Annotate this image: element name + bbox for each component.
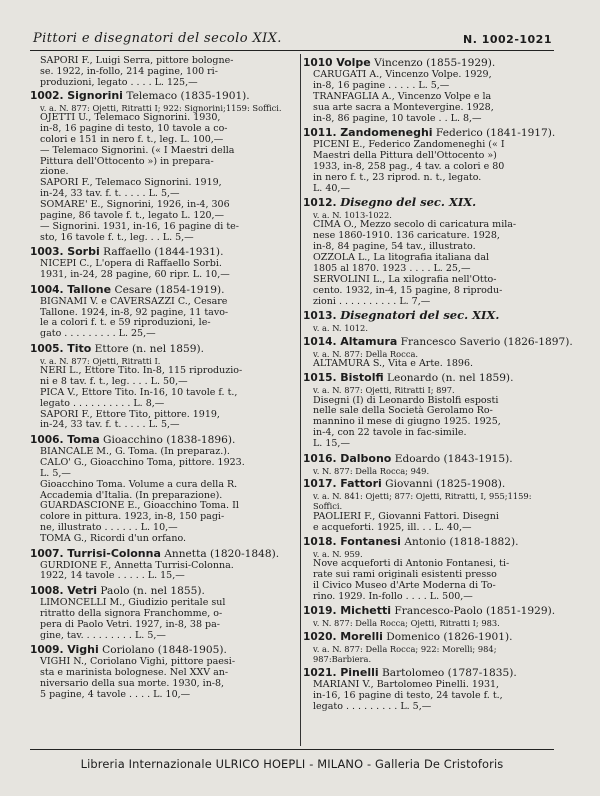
bibliography-item: [30, 657, 295, 701]
artist-name: Michetti: [340, 604, 392, 618]
entry-heading: [30, 433, 295, 447]
entry-heading: [303, 126, 554, 140]
entry-number: 1013.: [303, 310, 341, 323]
artist-dates: Raffaello (1844-1931).: [99, 246, 224, 259]
item-line: SERVOLINI L., La xilografia nell'Otto-: [313, 273, 497, 285]
item-line: OZZOLA L., La litografia italiana dal: [313, 251, 490, 263]
reference-line: v. a. N. 877: Ojetti, Ritratti I; 922: Signorini;: [40, 102, 226, 113]
item-line: NERI L., Ettore Tito. In-8, 115 riproduzio-: [40, 364, 243, 376]
artist-name: Signorini: [67, 88, 123, 102]
reference-line: v. a. N. 1012.: [313, 323, 368, 334]
bibliography-item: [303, 396, 554, 451]
artist-dates: Vincenzo (1855-1929).: [370, 57, 496, 69]
right-entries: [303, 56, 573, 713]
reference-line: v. a. N. 877: Ojetti, Ritratti I; 897.: [313, 385, 455, 396]
artist-dates: Francesco Saverio (1826-1897).: [397, 335, 573, 348]
entry-heading: [303, 196, 554, 210]
catalog-entry: [30, 89, 295, 244]
bibliography-item: [30, 178, 295, 200]
item-line: Maestri della Pittura dell'Ottocento »): [313, 149, 497, 161]
item-line: L. 15,—: [313, 438, 350, 450]
catalog-entry: [303, 56, 554, 125]
bibliography-item: [30, 297, 295, 341]
artist-name: Toma: [67, 432, 100, 446]
entry-number: 1005.: [30, 342, 68, 355]
item-line: ni e 8 tav. f. t., leg. . . . L. 50,—: [40, 375, 188, 387]
artist-dates: Domenico (1826-1901).: [382, 631, 513, 644]
entry-number: 1003.: [30, 246, 68, 259]
entry-number: 1015.: [303, 372, 341, 385]
item-line: in-8, 84 pagine, 54 tav., illustrato.: [313, 241, 476, 253]
catalog-entry: [303, 666, 554, 713]
artist-name: Vetri: [67, 583, 98, 597]
bibliography-item: [30, 501, 295, 534]
item-line: gine, tav. . . . . . . . . L. 5,—: [40, 629, 166, 641]
artist-dates: Ettore (n. nel 1859).: [91, 342, 204, 355]
reference-line: v. a. N. 841: Ojetti; 877: Ojetti, Ritratti, I, 955;: [313, 491, 508, 502]
artist-name: Fattori: [340, 477, 382, 491]
page-title: Pittori e disegnatori del secolo XIX.: [33, 31, 282, 46]
catalog-entry: [303, 630, 554, 664]
continued-item: [30, 56, 295, 89]
item-line: ne, illustrato . . . . . . L. 10,—: [40, 522, 178, 534]
artist-name: Bistolfi: [340, 371, 384, 385]
item-line: Gioacchino Toma. Volume a cura della R.: [40, 478, 238, 490]
cross-reference: [303, 491, 554, 511]
artist-dates: Gioacchino (1838-1896).: [99, 433, 236, 446]
catalog-entry: [30, 283, 295, 341]
reference-line: v. a. N. 877: Della Rocca; 922: Morelli; 984; 987:: [313, 644, 497, 665]
entry-heading: [303, 666, 554, 680]
entry-heading: [303, 309, 554, 323]
artist-name: Sorbi: [67, 245, 100, 259]
item-line: Accademia d'Italia. (In preparazione).: [40, 489, 223, 501]
artist-name: Altamura: [340, 334, 398, 348]
catalog-entry: [30, 342, 295, 432]
artist-dates: Francesco-Paolo (1851-1929).: [391, 605, 556, 618]
item-line: colori e 151 in nero f. t., leg. L. 100,—: [40, 133, 224, 145]
item-line: Nove acqueforti di Antonio Fontanesi, ti-: [313, 558, 510, 570]
artist-name: Pinelli: [340, 665, 379, 679]
artist-name: Zandomeneghi: [340, 126, 433, 140]
item-line: GUARDASCIONE E., Gioacchino Toma. Il: [40, 500, 239, 512]
entry-number: 1012.: [303, 197, 341, 210]
artist-name: Volpe: [336, 56, 371, 69]
item-line: in nero f. t., 23 riprod. n. t., legato.: [313, 171, 482, 183]
artist-dates: Cesare (1854-1919).: [111, 283, 225, 296]
item-line: L. 5,—: [40, 467, 71, 479]
item-line: pagine, 86 tavole f. t., legato L. 120,—: [40, 210, 225, 222]
item-line: — Signorini. 1931, in-16, 16 pagine di te-: [40, 220, 239, 232]
entry-heading: [30, 89, 295, 103]
item-line: cento. 1932, in-4, 15 pagine, 8 riprodu-: [313, 284, 503, 296]
bibliography-item: [303, 92, 554, 125]
bibliography-item: [30, 222, 295, 244]
entry-heading: [30, 584, 295, 598]
catalog-entry: [30, 643, 295, 701]
entry-heading: [30, 547, 295, 561]
item-line: zione.: [40, 166, 69, 178]
item-line: ritratto della signora Franchomme, o-: [40, 607, 223, 619]
entry-heading: [30, 643, 295, 657]
artist-dates: Giovanni (1825-1908).: [381, 478, 506, 491]
item-line: le a colori f. t. e 59 riproduzioni, le-: [40, 317, 211, 329]
entry-heading: [30, 245, 295, 259]
item-line: niversario della sua morte. 1930, in-8,: [40, 677, 225, 689]
catalog-entry: [30, 245, 295, 281]
item-line: SAPORI F., Ettore Tito, pittore. 1919,: [40, 408, 220, 420]
bibliography-item: [30, 200, 295, 222]
item-line: sto, 16 tavole f. t., leg. . . L. 5,—: [40, 231, 194, 243]
artist-dates: Paolo (n. nel 1855).: [97, 584, 205, 597]
item-line: SAPORI F., Luigi Serra, pittore bologne-: [40, 55, 234, 66]
reference-line: v. a. N. 877: Ojetti, Ritratti I.: [40, 355, 161, 366]
item-line: 1933, in-8, 258 pag., 4 tav. a colori e 80: [313, 160, 505, 172]
item-line: zioni . . . . . . . . . . L. 7,—: [313, 295, 431, 307]
item-line: in-8, 86 pagine, 10 tavole . . L. 8,—: [313, 112, 482, 124]
reference-line: v. a. N. 1013-1022.: [313, 210, 392, 221]
bibliography-item: [303, 253, 554, 275]
catalog-entry: [30, 584, 295, 642]
item-line: in-8, 16 pagine . . . . . L. 5,—: [313, 79, 450, 91]
bibliography-item: [303, 559, 554, 603]
publisher-footer: Libreria Internazionale ULRICO HOEPLI - MILANO - Galleria De Cristoforis: [80, 757, 504, 771]
bibliography-item: [30, 534, 295, 545]
bottom-rule: [30, 749, 554, 750]
artist-dates: Annetta (1820-1848).: [160, 547, 280, 560]
item-line: SAPORI F., Telemaco Signorini. 1919,: [40, 177, 222, 189]
item-line: rino. 1929. In-follo . . . . L. 500,—: [313, 590, 473, 602]
item-line: 5 pagine, 4 tavole . . . . L. 10,—: [40, 688, 191, 700]
artist-name: Tallone: [67, 282, 112, 296]
entry-number: 1020.: [303, 631, 341, 644]
item-line: in-16, 16 pagine di testo, 24 tavole f. t.,: [313, 689, 503, 701]
cross-reference: [303, 618, 554, 628]
item-line: SOMARE' E., Signorini, 1926, in-4, 306: [40, 199, 230, 211]
cross-reference: [303, 385, 554, 395]
cross-reference: [303, 466, 554, 476]
item-line: legato . . . . . . . . . . L. 8,—: [40, 397, 165, 409]
item-line: GURDIONE F., Annetta Turrisi-Colonna.: [40, 559, 234, 571]
left-entries: [30, 89, 295, 701]
artist-dates: Bartolomeo (1787-1835).: [378, 666, 517, 679]
top-rule: [30, 50, 554, 51]
entry-heading: [303, 630, 554, 644]
catalog-entry: [303, 535, 554, 603]
reference-line: 1159: Soffici.: [225, 102, 282, 113]
reference-line: v. a. N. 959.: [313, 548, 363, 559]
catalog-entry: [303, 604, 554, 628]
entry-number: 1010: [303, 57, 337, 69]
bibliography-item: [303, 359, 554, 370]
artist-dates: Edoardo (1843-1915).: [391, 452, 513, 465]
entry-number: 1021.: [303, 666, 341, 679]
entry-number: 1018.: [303, 535, 341, 548]
bibliography-item: [30, 259, 295, 281]
item-line: L. 40,—: [313, 182, 350, 194]
artist-name: Turrisi-Colonna: [67, 546, 161, 560]
bibliography-item: [30, 410, 295, 432]
section-title: Disegnatori del sec. XIX.: [340, 308, 500, 323]
item-line: ALTAMURA S., Vita e Arte. 1896.: [313, 357, 474, 369]
artist-dates: Coriolano (1848-1905).: [98, 643, 227, 656]
item-line: Tallone. 1924, in-8, 92 pagine, 11 tavo-: [40, 306, 229, 318]
artist-name: Vighi: [67, 642, 99, 656]
artist-dates: Telemaco (1835-1901).: [122, 89, 250, 102]
bibliography-item: [30, 480, 295, 502]
item-line: produzioni, legato . . . . L. 125,—: [40, 76, 198, 88]
bibliography-item: [303, 275, 554, 308]
item-line: sta e marinista bolognese. Nel XXV an-: [40, 666, 229, 678]
item-line: TOMA G., Ricordi d'un orfano.: [40, 533, 187, 545]
entry-number: 1014.: [303, 335, 341, 348]
bibliography-item: [303, 70, 554, 92]
section-title: Disegno del sec. XIX.: [340, 195, 477, 210]
catalog-entry: [303, 309, 554, 333]
item-line: legato . . . . . . . . . L. 5,—: [313, 700, 432, 712]
entry-number: 1007.: [30, 547, 68, 560]
artist-dates: Federico (1841-1917).: [432, 127, 556, 140]
cross-reference: [303, 323, 554, 333]
left-column: [30, 56, 295, 702]
bibliography-item: [30, 113, 295, 146]
item-line: in-24, 33 tav. f. t. . . . . L. 5,—: [40, 188, 180, 200]
entry-range: N. 1002-1021: [462, 33, 552, 46]
reference-line: Barbiera.: [331, 654, 372, 665]
entry-heading: [303, 477, 554, 491]
entry-heading: [303, 371, 554, 385]
bibliography-item: [303, 680, 554, 713]
entry-heading: [303, 452, 554, 466]
reference-line: v. N. 877: Della Rocca; Ojetti, Ritratti I; 983.: [313, 618, 500, 629]
entry-heading: [303, 334, 573, 349]
item-line: colore in pittura. 1923, in-8, 150 pagi-: [40, 511, 225, 523]
entry-heading: [303, 604, 554, 618]
item-line: PICENI E., Federico Zandomeneghi (« I: [313, 139, 505, 151]
entry-number: 1019.: [303, 605, 341, 618]
artist-dates: Leonardo (n. nel 1859).: [383, 372, 514, 385]
catalog-entry: [303, 452, 554, 476]
bibliography-item: [30, 598, 295, 642]
item-line: sua arte sacra a Montevergine. 1928,: [313, 101, 494, 113]
bibliography-item: [303, 512, 554, 534]
artist-dates: Antonio (1818-1882).: [400, 535, 519, 548]
item-line: PAOLIERI F., Giovanni Fattori. Disegni: [313, 510, 499, 522]
entry-heading: [303, 56, 554, 70]
item-line: e acqueforti. 1925, ill. . . L. 40,—: [313, 521, 472, 533]
reference-line: v. N. 877: Della Rocca; 949.: [313, 465, 430, 476]
entry-number: 1016.: [303, 452, 341, 465]
bibliography-item: [30, 388, 295, 410]
item-line: CALO' G., Gioacchino Toma, pittore. 1923.: [40, 456, 245, 468]
item-line: LIMONCELLI M., Giudizio peritale sul: [40, 596, 226, 608]
bibliography-item: [30, 561, 295, 583]
entry-number: 1008.: [30, 584, 68, 597]
catalog-entry: [303, 196, 554, 307]
item-line: 1931, in-24, 28 pagine, 60 ripr. L. 10,—: [40, 269, 230, 281]
artist-name: Tito: [67, 341, 92, 355]
entry-number: 1004.: [30, 283, 68, 296]
entry-number: 1002.: [30, 89, 68, 102]
entry-number: 1017.: [303, 478, 341, 491]
entry-heading: [30, 283, 295, 297]
item-line: TRANFAGLIA A., Vincenzo Volpe e la: [313, 90, 492, 102]
item-line: se. 1922, in-follo, 214 pagine, 100 ri-: [40, 65, 218, 77]
item-line: — Telemaco Signorini. (« I Maestri della: [40, 144, 235, 156]
reference-line: v. a. N. 877: Della Rocca.: [313, 348, 419, 359]
entry-heading: [303, 535, 554, 549]
entry-number: 1009.: [30, 643, 68, 656]
entry-number: 1011.: [303, 127, 341, 140]
bibliography-item: [30, 146, 295, 179]
item-line: nelle sale della Società Gerolamo Ro-: [313, 405, 493, 417]
bibliography-item: [303, 140, 554, 195]
item-line: gato . . . . . . . . . L. 25,—: [40, 328, 156, 340]
item-line: Pittura dell'Ottocento ») in prepara-: [40, 155, 214, 167]
item-line: MARIANI V., Bartolomeo Pinelli. 1931,: [313, 678, 500, 690]
artist-name: Morelli: [340, 630, 383, 644]
item-line: in-4, con 22 tavole in fac-simile.: [313, 427, 467, 439]
catalog-entry: [303, 334, 573, 370]
item-line: PICA V., Ettore Tito. In-16, 10 tavole f. t.,: [40, 386, 238, 398]
item-line: OJETTI U., Telemaco Signorini. 1930,: [40, 111, 221, 123]
bibliography-item: [30, 458, 295, 480]
right-column: [303, 56, 573, 714]
reference-line: 1159: Soffici.: [313, 491, 532, 512]
artist-name: Dalbono: [340, 451, 392, 465]
bibliography-item: [30, 366, 295, 388]
item-line: 1922, 14 tavole . . . . . L. 15,—: [40, 570, 185, 582]
item-line: mannino il mese di giugno 1925. 1925,: [313, 416, 501, 428]
entry-heading: [30, 342, 295, 356]
item-line: Disegni (I) di Leonardo Bistolfi esposti: [313, 394, 499, 406]
cross-reference: [303, 644, 554, 664]
item-line: BIANCALE M., G. Toma. (In preparaz.).: [40, 445, 230, 457]
item-line: BIGNAMI V. e CAVERSAZZI C., Cesare: [40, 295, 228, 307]
entry-number: 1006.: [30, 433, 68, 446]
catalog-entry: [30, 433, 295, 545]
artist-name: Fontanesi: [340, 534, 401, 548]
item-line: in-24, 33 tav. f. t. . . . . L. 5,—: [40, 419, 180, 431]
item-line: NICEPI C., L'opera di Raffaello Sorbi.: [40, 258, 222, 270]
item-line: VIGHI N., Coriolano Vighi, pittore paesi-: [40, 655, 236, 667]
catalog-entry: [303, 477, 554, 533]
catalog-entry: [303, 371, 554, 450]
item-line: il Civico Museo d'Arte Moderna di To-: [313, 580, 496, 591]
bibliography-item: [303, 220, 554, 253]
item-line: 1805 al 1870. 1923 . . . . L. 25,—: [313, 262, 471, 274]
item-line: in-8, 16 pagine di testo, 10 tavole a co-: [40, 122, 228, 134]
item-line: CIMA O., Mezzo secolo di caricatura mila-: [313, 219, 517, 231]
item-line: rate sui rami originali esistenti presso: [313, 569, 497, 581]
catalog-entry: [30, 547, 295, 583]
catalog-entry: [303, 126, 554, 195]
column-divider: [300, 54, 301, 746]
item-line: pera di Paolo Vetri. 1927, in-8, 38 pa-: [40, 618, 220, 630]
item-line: CARUGATI A., Vincenzo Volpe. 1929,: [313, 69, 492, 80]
item-line: nese 1860-1910. 136 caricature. 1928,: [313, 230, 500, 242]
